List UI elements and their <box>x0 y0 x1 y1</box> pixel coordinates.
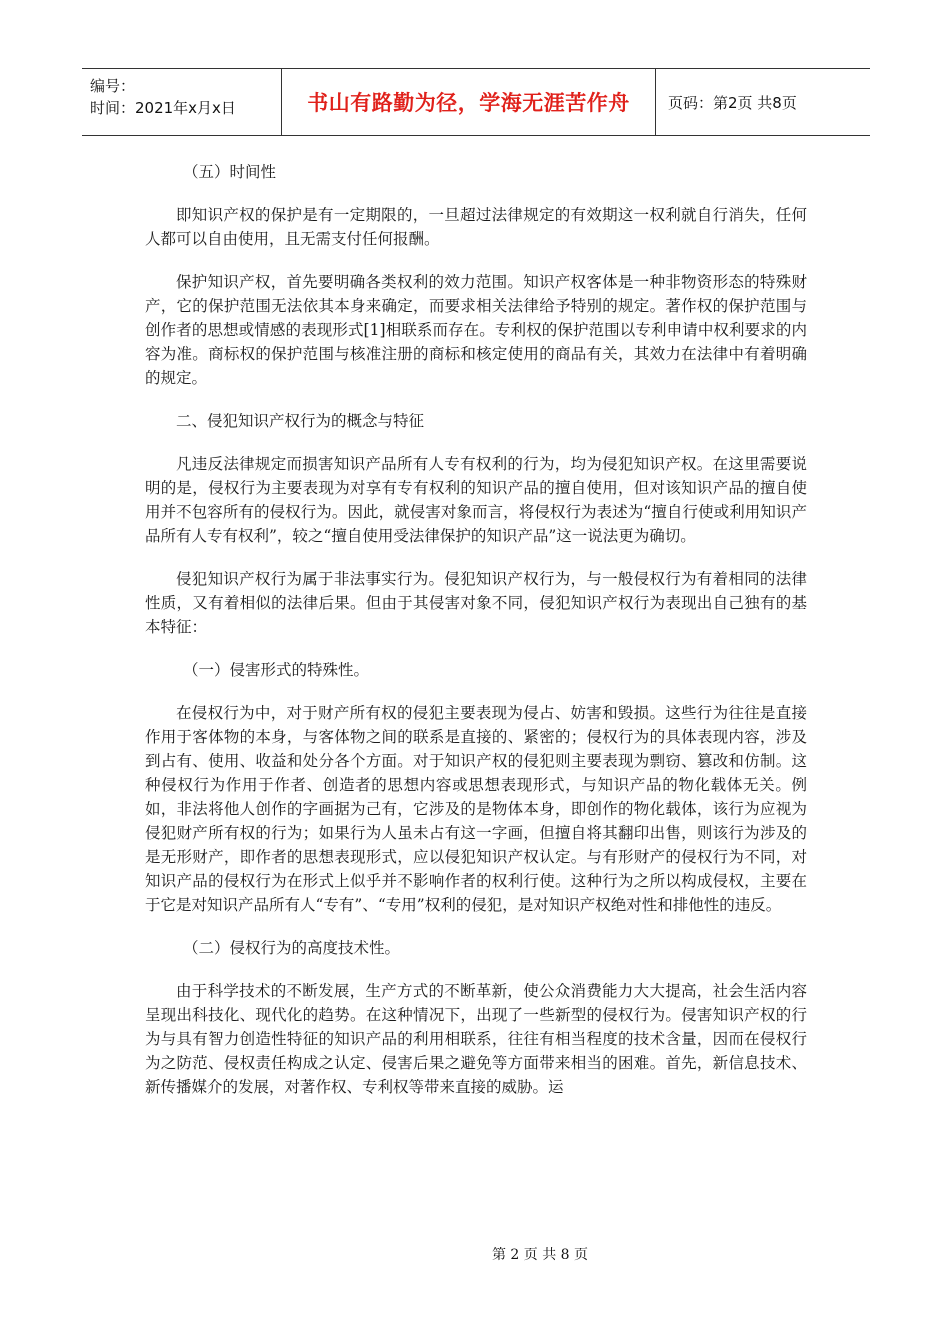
paragraph: 在侵权行为中，对于财产所有权的侵犯主要表现为侵占、妨害和毁损。这些行为往往是直接作用于客体物的本身，与客体物之间的联系是直接的、紧密的；侵权行为的具体表现内容，涉及到占有、使用、收益和处分各个方面。对于知识产权的侵犯则主要表现为剽窃、篡改和仿制。这种侵权行为作用于作者、创造者的思想内容或思想表现形式，与知识产品的物化载体无关。例如，非法将他人创作的字画据为己有，它涉及的是物体本身，即创作的物化载体，该行为应视为侵犯财产所有权的行为；如果行为人虽未占有这一字画，但擅自将其翻印出售，则该行为涉及的是无形财产，即作者的思想表现形式，应以侵犯知识产权认定。与有形财产的侵权行为不同，对知识产品的侵权行为在形式上似乎并不影响作者的权利行使。这种行为之所以构成侵权，主要在于它是对知识产品所有人“专有”、“专用”权利的侵犯，是对知识产权绝对性和排他性的违反。 <box>145 704 807 914</box>
header-motto: 书山有路勤为径，学海无涯苦作舟 <box>282 69 656 135</box>
section-heading-infringement: 二、侵犯知识产权行为的概念与特征 <box>176 412 425 430</box>
paragraph: 侵犯知识产权行为属于非法事实行为。侵犯知识产权行为，与一般侵权行为有着相同的法律性质，又有着相似的法律后果。但由于其侵害对象不同，侵犯知识产权行为表现出自己独有的基本特征： <box>145 570 807 636</box>
header-meta <box>82 69 282 135</box>
page-footer: 第 2 页 共 8 页 <box>491 1247 589 1263</box>
document-date: 时间：2021年x月x日 <box>90 99 236 117</box>
paragraph: 保护知识产权，首先要明确各类权利的效力范围。知识产权客体是一种非物资形态的特殊财产，它的保护范围无法依其本身来确定，而要求相关法律给予特别的规定。著作权的保护范围与创作者的思想或情感的表现形式[1]相联系而存在。专利权的保护范围以专利申请中权利要求的内容为准。商标权的保护范围与核准注册的商标和核定使用的商品有关，其效力在法律中有着明确的规定。 <box>145 273 807 387</box>
subheading-technical: （二）侵权行为的高度技术性。 <box>183 939 401 957</box>
page-header <box>82 68 870 136</box>
paragraph: 由于科学技术的不断发展，生产方式的不断革新，使公众消费能力大大提高，社会生活内容呈现出科技化、现代化的趋势。在这种情况下，出现了一些新型的侵权行为。侵害知识产权的行为与具有智力创造性特征的知识产品的利用相联系，往往有相当程度的技术含量，因而在侵权行为之防范、侵权责任构成之认定、侵害后果之避免等方面带来相当的困难。首先，新信息技术、新传播媒介的发展，对著作权、专利权等带来直接的威胁。运 <box>145 982 807 1096</box>
section-heading-timeliness: （五）时间性 <box>183 163 277 181</box>
paragraph: 凡违反法律规定而损害知识产品所有人专有权利的行为，均为侵犯知识产权。在这里需要说明的是，侵权行为主要表现为对享有专有权利的知识产品的擅自使用，但对该知识产品的擅自使用并不包容所有的侵权行为。因此，就侵害对象而言，将侵权行为表述为“擅自行使或利用知识产品所有人专有权利”，较之“擅自使用受法律保护的知识产品”这一说法更为确切。 <box>145 455 807 545</box>
header-page-info: 页码：第2页 共8页 <box>668 93 797 112</box>
paragraph: 即知识产权的保护是有一定期限的，一旦超过法律规定的有效期这一权利就自行消失，任何人都可以自由使用，且无需支付任何报酬。 <box>145 206 807 248</box>
subheading-form: （一）侵害形式的特殊性。 <box>183 661 370 679</box>
document-number: 编号： <box>90 77 136 95</box>
document-body <box>145 160 807 1099</box>
